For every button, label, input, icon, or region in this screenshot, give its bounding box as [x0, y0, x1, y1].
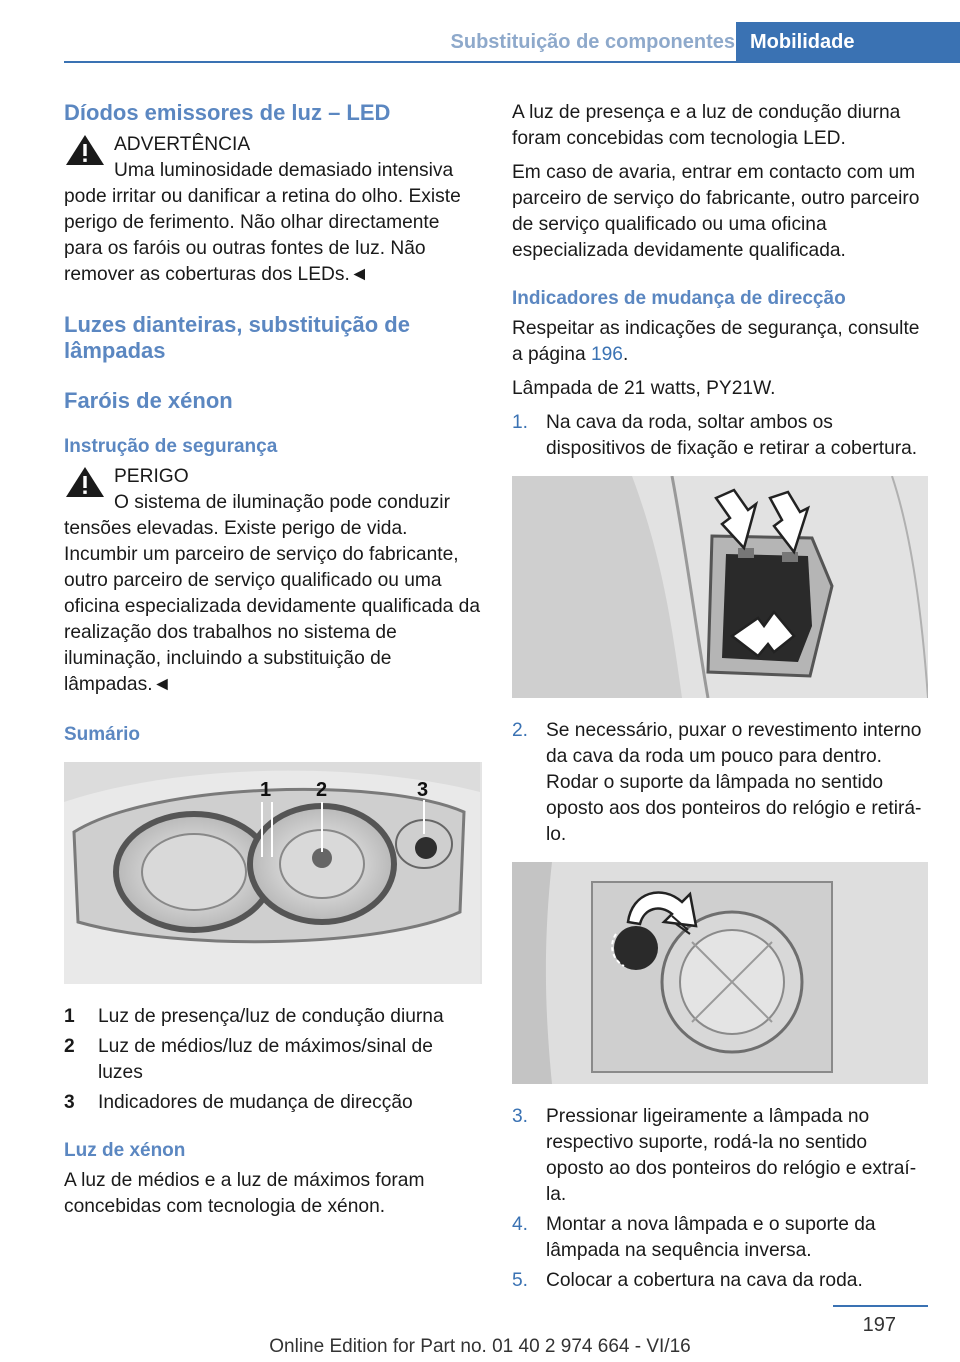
- step-num: 3.: [512, 1106, 529, 1127]
- danger-first: O sistema de iluminação pode conduzir: [114, 492, 450, 513]
- led-warning-rest: pode irritar ou danificar a retina do olho. Existe perigo de ferimento. Não olhar directamente para os faróis ou outras fontes de luz. Não remover as coberturas dos LEDs.◄: [64, 186, 461, 285]
- bulb-holder-image: [512, 862, 928, 1084]
- summary-heading: Sumário: [64, 724, 141, 745]
- headlight-image: [64, 762, 482, 984]
- step-text: Colocar a cobertura na cava da roda.: [546, 1270, 863, 1291]
- legend-item: [64, 1034, 482, 1086]
- callout-3: 3: [417, 779, 429, 801]
- service-paragraph: Em caso de avaria, entrar em contacto com um parceiro de serviço do fabricante, outro parceiro de serviço qualificado ou uma oficina especializada devidamente qualificada.: [512, 162, 920, 261]
- xenon-light-text: A luz de médios e a luz de máximos foram concebidas com tecnologia de xénon.: [64, 1170, 425, 1217]
- warning-triangle-icon: [64, 464, 106, 500]
- step-num: 5.: [512, 1270, 529, 1291]
- wheel-arch-cover-image: [512, 476, 928, 698]
- bulb-spec: Lâmpada de 21 watts, PY21W.: [512, 378, 776, 399]
- callout-2: 2: [316, 779, 328, 801]
- danger-title: PERIGO: [114, 466, 189, 487]
- danger-warning: [64, 464, 482, 698]
- legend-text: Luz de médios/luz de máximos/sinal de luzes: [98, 1036, 433, 1083]
- step-num: 2.: [512, 720, 529, 741]
- steps-list: [512, 410, 928, 1294]
- step-text: Na cava da roda, soltar ambos os dispositivos de fixação e retirar a cobertura.: [546, 412, 918, 459]
- legend-item: [64, 1004, 482, 1030]
- danger-rest: tensões elevadas. Existe perigo de vida. Incumbir um parceiro de serviço do fabricante, outro parceiro de serviço qualificado ou uma oficina especializada devidamente qualificada da realização dos trabalhos no sistema de iluminação, incluindo a substituição de lâmpadas.◄: [64, 518, 481, 695]
- legend-list: [64, 1004, 482, 1116]
- safety-reference: Respeitar as indicações de segurança, consulte a página 196.: [512, 318, 920, 365]
- step-item: [512, 1268, 928, 1294]
- step-num: 1.: [512, 412, 529, 433]
- step-num: 4.: [512, 1214, 529, 1235]
- safety-heading: Instrução de segurança: [64, 436, 278, 457]
- indicators-heading: Indicadores de mudança de direcção: [512, 288, 846, 309]
- led-warning-first: Uma luminosidade demasiado intensiva: [114, 160, 454, 181]
- led-tech-paragraph: A luz de presença e a luz de condução diurna foram concebidas com tecnologia LED.: [512, 102, 901, 149]
- legend-text: Luz de presença/luz de condução diurna: [98, 1006, 444, 1027]
- led-heading: Díodos emissores de luz – LED: [64, 100, 391, 125]
- step-text: Montar a nova lâmpada e o suporte da lâmpada na sequência inversa.: [546, 1214, 876, 1261]
- step-item: [512, 1212, 928, 1264]
- left-column: [64, 100, 482, 1228]
- running-header-section: Substituição de componentes: [450, 31, 735, 53]
- legend-num: 1: [64, 1006, 75, 1027]
- legend-num: 3: [64, 1092, 75, 1113]
- step-item: [512, 1104, 928, 1208]
- front-lights-heading: Luzes dianteiras, substituição de lâmpadas: [64, 312, 410, 363]
- edition-footer: Online Edition for Part no. 01 40 2 974 664 - VI/16: [269, 1336, 691, 1357]
- right-column: [512, 100, 928, 1302]
- step-item: [512, 718, 928, 848]
- led-warning-title: ADVERTÊNCIA: [114, 134, 251, 155]
- running-header-tab: Mobilidade: [736, 22, 960, 62]
- step-item: [512, 410, 928, 462]
- header-rule: [64, 61, 960, 63]
- step-text: Se necessário, puxar o revestimento interno da cava da roda um pouco para dentro. Rodar o suporte da lâmpada no sentido oposto aos dos ponteiros do relógio e retirá-lo.: [546, 720, 922, 845]
- warning-triangle-icon: [64, 132, 106, 168]
- legend-text: Indicadores de mudança de direcção: [98, 1092, 413, 1113]
- callout-1: 1: [260, 779, 272, 801]
- legend-num: 2: [64, 1036, 75, 1057]
- step-text: Pressionar ligeiramente a lâmpada no respectivo suporte, rodá-la no sentido oposto ao dos ponteiros do relógio e extraí-la.: [546, 1106, 917, 1205]
- page-reference-link[interactable]: 196: [590, 344, 623, 365]
- footer-rule: [833, 1305, 928, 1307]
- led-warning: [64, 132, 482, 288]
- page-number: 197: [862, 1314, 896, 1336]
- xenon-light-heading: Luz de xénon: [64, 1140, 186, 1161]
- legend-item: [64, 1090, 482, 1116]
- xenon-heading: Faróis de xénon: [64, 388, 233, 413]
